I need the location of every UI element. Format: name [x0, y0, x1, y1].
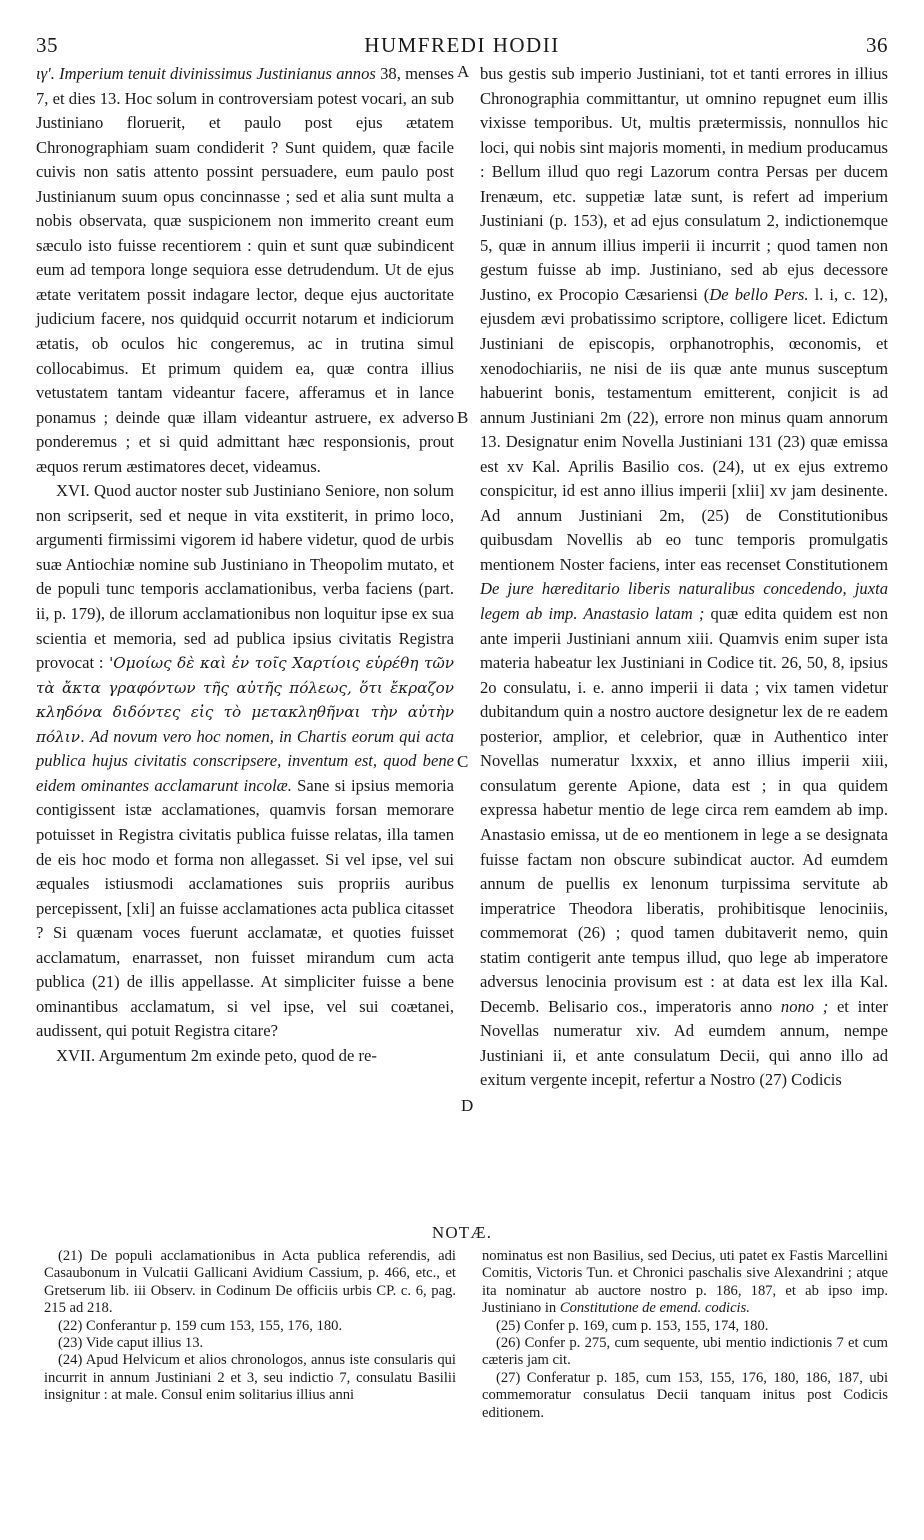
opening-paragraph-text: 38, menses 7, et dies 13. Hoc solum in controversiam potest vocari, an sub Justiniano floruerit, et paulo post ejus ætatem Chronographiam suam condiderit ? Sunt quidem, quæ facile cuivis non satis attento possint persuadere, eum paulo post Justinianum suum opus concinnasse ; sed et alia sunt multa a nobis observata, quæ suspicionem non immerito creant eum sæculo isto fuisse recentiorem : quin et sunt quæ subindicent eum ad tempora longe sequiora esse detrudendum. Ut de ejus ætate veritatem possit indagare lector, deque ejus auctoritate judicium facere, nos quidquid occurrit notarum et indiciorum ætatis, ob oculos hic congeremus, ac in trutina simul collocabimus. Et primum quidem ea, quæ contra illius vetustatem tantam videantur facere, afferamus et in lance ponamus ; deinde quæ illam videantur astruere, ex adverso ponderemus ; et si quid admittant hæc responsionis, prout æquos rerum æstimatores decet, videamus. [36, 64, 454, 476]
constitution-title-italic: De jure hæreditario liberis naturalibus concedendo, juxta legem ab imp. Anastasio latam ; [480, 579, 888, 624]
footnote-22: (22) Conferantur p. 159 cum 153, 155, 176, 180. [58, 1317, 343, 1334]
opening-italic-sentence: ιγ'. Imperium tenuit divinissimus Justinianus annos [36, 64, 376, 83]
citation-de-bello-pers: De bello Pers. [709, 284, 809, 304]
footnote-27: (27) Conferatur p. 185, cum 153, 155, 176, 180, 186, 187, ubi commemoratur consulatus Decii tanquam initus post Codicis editionem. [482, 1369, 888, 1421]
footnote-21: (21) De populi acclamationibus in Acta publica referendis, adi Casaubonum in Vulcatii Gallicani Avidium Cassium, p. 466, etc., et Gretserum lib. iii Observ. in Codinum De officiis urbis CP. c. 6, pag. 215 ad 218. [44, 1248, 456, 1317]
right-text-column [480, 62, 888, 1093]
right-text-part-2: l. i, c. 12), ejusdem ævi probatissimo scriptore, colligere licet. Edictum Justiniani de episcopis, orphanotrophis, œconomis, et xenodochiariis, ne nisi de iis quæ ante munus susceptum habuerint bonis, testamentum emitterent, conjicit is ad annum Justiniani 2m (22), errore non minus quam annorum 13. Designatur enim Novella Justiniani 131 (23) quæ emissa est xv Kal. Aprilis Basilio cos. (24), ut ex ejus extremo conspicitur, id est anno illius imperii [xlii] xv jam desinente. Ad annum Justiniani 2m, (25) de Constitutionibus quibusdam Novellis ab eo tunc temporis promulgatis mentionem Noster faciens, inter eas recenset Constitutionem [480, 284, 889, 574]
footnote-26: (26) Confer p. 275, cum sequente, ubi mentio indictionis 7 et cum cæteris jam cit. [482, 1335, 888, 1369]
paragraph-opening [36, 62, 454, 479]
margin-letter-b: B [457, 408, 469, 427]
section-xvi-text: XVI. Quod auctor noster sub Justiniano Seniore, non solum non scripserit, sed et neque in vita exstiterit, in primo loco, argumenti firmissimi vigorem id habere videtur, quod de urbis suæ Antiochiæ nomine sub Justiniano in Theopolim mutato, et de populi tunc temporis acclamationibus, verba faciens (part. ii, p. 179), de illorum acclamationibus non loquitur ipse ex sua scientia et memoria, sed ad publica ipsius civitatis Registra provocat : [36, 481, 454, 673]
latin-translation-italic: Ad novum vero hoc nomen, in Chartis eorum qui acta publica hujus civitatis conscripsere, inventum est, quod bene eidem ominantes acclamarunt incolæ. [36, 726, 454, 795]
right-text-part-4: et inter Novellas numeratur xiv. Ad eumdem annum, nempe Justiniani ii, et ante consulatum Decii, qui anno illo ad exitum vergente incepit, refertur a Nostro (27) Codicis [480, 996, 888, 1090]
greek-quotation: 'Ομοίως δὲ καὶ ἐν τοῖς Χαρτίοις εὑρέθη τῶν τὰ ἄκτα γραφόντων τῆς αὐτῆς πόλεως, ὅτι ἔκραζον κληδόνα διδόντες εἰς τὸ μετακληθῆναι τὴν αὐτὴν πόλιν. [36, 654, 454, 746]
right-text-part-1: bus gestis sub imperio Justiniani, tot et tanti errores in illius Chronographia committantur, ut omnino repugnet eum illis vixisse temporibus. Ut, multis prætermissis, nonnullos hic loci, qui nobis sint majoris momenti, in medium producamus : Bellum illud quo regi Lazorum contra Persas per ducem Irenæum, etc. suppetiæ latæ sunt, is refert ad imperium Justiniani (p. 153), et ad ejus consulatum 2, indictionemque 5, quæ in annum illius imperii ii incurrit ; quod tamen non gestum fuisse ab imp. Justiniano, sed ab ejus decessore Justino, ex Procopio Cæsariensi ( [480, 64, 888, 304]
margin-letter-a: A [457, 62, 470, 81]
footnote-24: (24) Apud Helvicum et alios chronologos, annus iste consularis qui incurrit in annum Justiniani 2 et 3, seu indictio 7, consulatu Basilii insignitur : at male. Consul enim solitarius illius anni [44, 1352, 456, 1404]
section-xvi-continued: Sane si ipsius memoria contigissent istæ acclamationes, quamvis forsan memorare potuisset in Registra civitatis publica fuisse relatas, illa tamen de eis hoc modo et forma non allegasset. Si vel ipse, vel sui æquales istiusmodi acclamationes suis propriis auribus percepissent, [xli] an fuisse acclamationes acta publica citasset ? Si quænam voces fuerunt acclamatæ, et quoties fuisset acclamatum, enarrasset, non fuisset mirandum cum acta publica (21) de illis appellasse. At simpliciter fuisse a bene ominantibus acclamatum, si vel ipse, vel sui coætanei, audissent, qui potuit Registra citare? [36, 775, 454, 1041]
footnote-24-continued-text: nominatus est non Basilius, sed Decius, uti patet ex Fastis Marcellini Comitis, Victoris Tun. et Chronici paschalis sive Alexandrini ; atque ita nominatur ab auctore nostro p. 186, 187, et ab ipso imp. Justiniano in [482, 1248, 888, 1317]
footnote-24-italic: Constitutione de emend. codicis. [556, 1300, 750, 1317]
paragraph-xvii: XVII. Argumentum 2m exinde peto, quod de re- [56, 1045, 377, 1065]
right-page-number: 36 [866, 33, 888, 57]
running-head: HUMFREDI HODII [364, 33, 560, 57]
margin-letter-c: C [457, 752, 469, 771]
margin-letter-d: D [461, 1096, 474, 1115]
footnotes-right-column [482, 1248, 888, 1422]
right-text-part-3: quæ edita quidem est non ante imperii Justiniani annum xiii. Quamvis enim super ista materia habeatur lex Justiniani in Codice tit. 26, 50, 8, ipsius 2o consulatu, i. e. anno imperii ii data ; vix tamen videtur dubitandum quin a nostro auctore designetur lex de re eadem posterior, amplior, et celebrior, quæ in Authentico inter Novellas numeratur lxxxix, et anno illius imperii xiii, consulatum gerente Apione, data est ; in qua quidem expressa habetur mentio de lege circa rem eamdem ab imp. Anastasio emissa, ut de eo mentionem in lege a se designata fuisse factam non obscure subindicat auctor. Ad eumdem annum de puellis ex lenonum turpissima servitute ab imperatrice Theodora liberatis, prohibitisque lenociniis, commemorat (26) ; quod tamen dubitaverit nemo, quin statim contigerit ante tempus illud, quo lege ab imperatore adversus lenocinia provisum est : at data est lex illa Kal. Decemb. Belisario cos., imperatoris anno [480, 604, 889, 1016]
left-text-column [36, 62, 454, 1068]
paragraph-xvi [36, 479, 454, 1044]
nono-italic: nono ; [772, 996, 829, 1016]
page-header [36, 33, 888, 63]
footnote-25: (25) Confer p. 169, cum p. 153, 155, 174, 180. [496, 1317, 769, 1334]
footnotes-left-column [44, 1248, 456, 1405]
notes-heading: NOTÆ. [431, 1223, 493, 1242]
footnote-23: (23) Vide caput illius 13. [58, 1335, 204, 1352]
left-page-number: 35 [36, 33, 58, 57]
footnote-24-continued [482, 1248, 888, 1318]
paragraph-continued [480, 62, 888, 1093]
